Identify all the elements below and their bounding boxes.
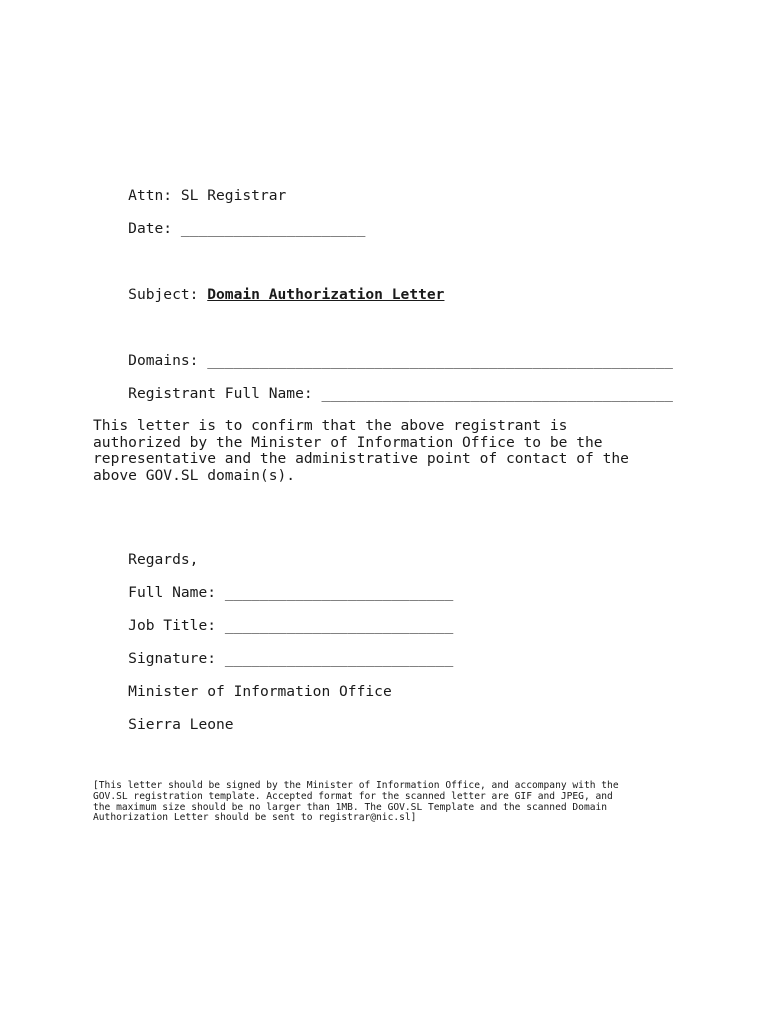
date-label: Date: xyxy=(128,220,181,237)
domains-label: Domains: xyxy=(128,352,208,369)
full-name-blank: __________________________ xyxy=(224,584,454,601)
full-name-label: Full Name: xyxy=(128,584,225,601)
registrant-blank: ________________________________________ xyxy=(321,385,673,402)
office-text: Minister of Information Office xyxy=(128,683,392,700)
country-text: Sierra Leone xyxy=(128,716,234,733)
registrant-label: Registrant Full Name: xyxy=(128,385,322,402)
domains-blank: _____________________________________________________ xyxy=(207,352,673,369)
job-title-blank: __________________________ xyxy=(224,617,454,634)
job-title-label: Job Title: xyxy=(128,617,225,634)
regards-text: Regards, xyxy=(128,551,199,568)
subject-label: Subject: xyxy=(128,286,208,303)
subject-title: Domain Authorization Letter xyxy=(207,286,445,303)
date-blank: _____________________ xyxy=(180,220,366,237)
country-line xyxy=(93,699,234,750)
signature-blank: __________________________ xyxy=(224,650,454,667)
signature-label: Signature: xyxy=(128,650,225,667)
attn-text: Attn: SL Registrar xyxy=(128,187,287,204)
registrant-line xyxy=(93,368,673,419)
date-line xyxy=(93,203,365,254)
subject-line xyxy=(93,269,444,320)
confirmation-paragraph: This letter is to confirm that the above registrant is authorized by the Minister of Information Office to be the representative and the administrative point of contact of the above GOV.SL domain(s). xyxy=(93,417,629,484)
instructions-note: [This letter should be signed by the Minister of Information Office, and accompany with the GOV.SL registration template. Accepted format for the scanned letter are GIF and JPEG, and the maximum size should be no larger than 1MB. The GOV.SL Template and the scanned Domain Authorization Letter should be sent to registrar@nic.sl] xyxy=(93,780,619,824)
